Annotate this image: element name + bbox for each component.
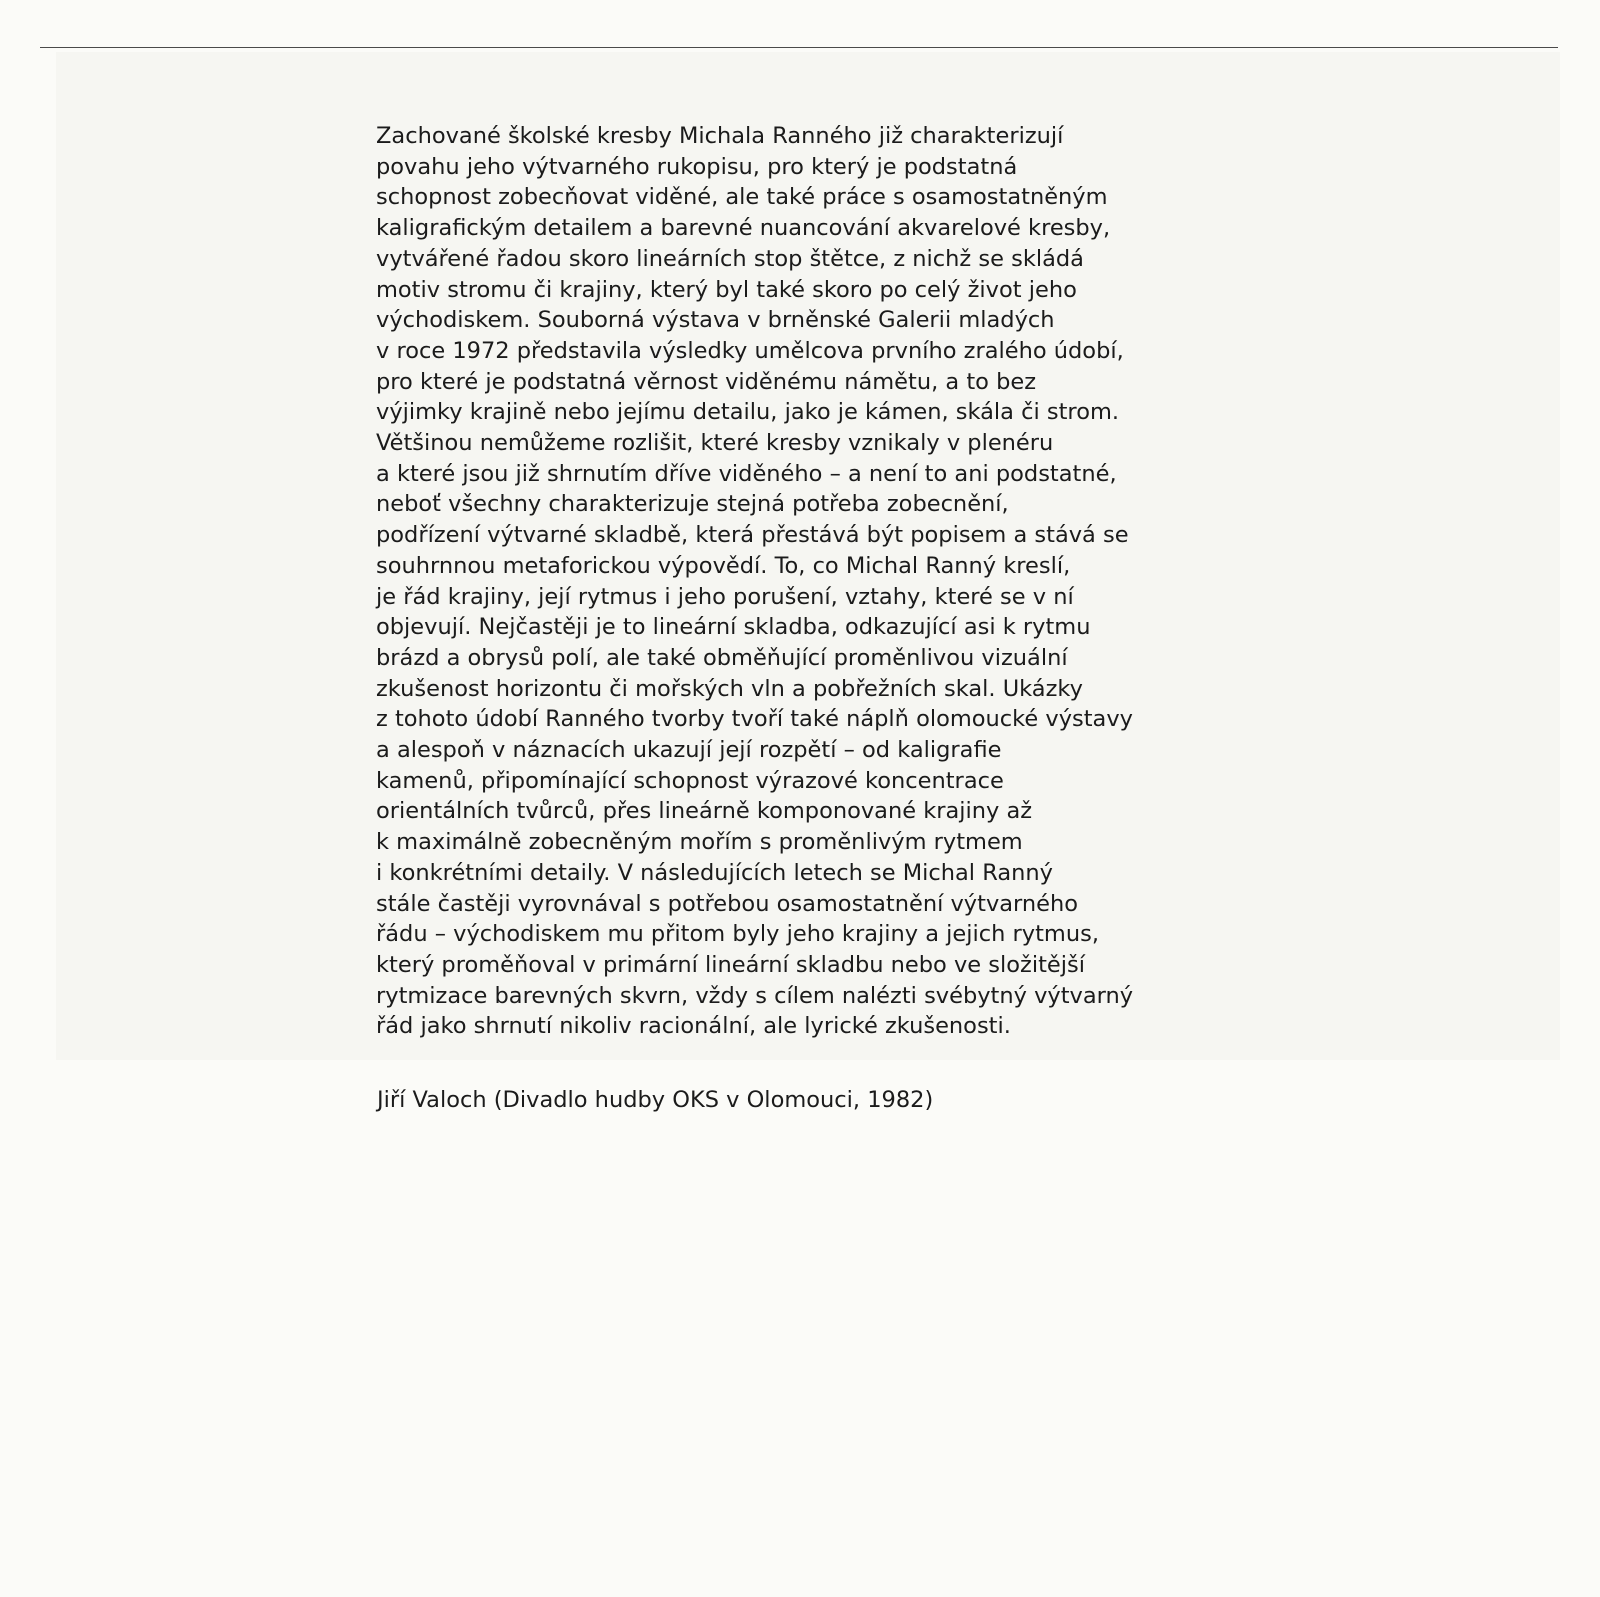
text-line: brázd a obrysů polí, ale také obměňující proměnlivou vizuální	[376, 644, 1068, 671]
text-line: podřízení výtvarné skladbě, která přestává být popisem a stává se	[376, 522, 1129, 549]
text-line: neboť všechny charakterizuje stejná potřeba zobecnění,	[376, 491, 1009, 518]
text-line: kamenů, připomínající schopnost výrazové koncentrace	[376, 767, 1004, 794]
text-line: řád jako shrnutí nikoliv racionální, ale lyrické zkušenosti.	[376, 1013, 1011, 1040]
text-line: řádu – východiskem mu přitom byly jeho krajiny a jejich rytmus,	[376, 921, 1099, 948]
text-line: souhrnnou metaforickou výpovědí. To, co Michal Ranný kreslí,	[376, 552, 1071, 579]
text-line: pro které je podstatná věrnost viděnému námětu, a to bez	[376, 368, 1037, 395]
text-line: vytvářené řadou skoro lineárních stop štětce, z nichž se skládá	[376, 245, 1084, 272]
text-line: orientálních tvůrců, přes lineárně komponované krajiny až	[376, 798, 1033, 825]
text-line: a které jsou již shrnutím dříve viděného – a není to ani podstatné,	[376, 460, 1117, 487]
text-line: Většinou nemůžeme rozlišit, které kresby vznikaly v plenéru	[376, 430, 1054, 457]
text-line: výjimky krajině nebo jejímu detailu, jako je kámen, skála či strom.	[376, 399, 1120, 426]
text-line: schopnost zobecňovat viděné, ale také práce s osamostatněným	[376, 184, 1108, 211]
text-line: k maximálně zobecněným mořím s proměnlivým rytmem	[376, 829, 1023, 856]
text-line: Zachované školské kresby Michala Ranného již charakterizují	[376, 123, 1064, 149]
text-line: rytmizace barevných skvrn, vždy s cílem nalézti svébytný výtvarný	[376, 982, 1134, 1009]
text-line: a alespoň v náznacích ukazují její rozpětí – od kaligrafie	[376, 737, 1002, 764]
text-line: objevují. Nejčastěji je to lineární skladba, odkazující asi k rytmu	[376, 614, 1091, 641]
top-rule	[40, 47, 1558, 48]
text-line: i konkrétními detaily. V následujících letech se Michal Ranný	[376, 859, 1053, 886]
text-line: stále častěji vyrovnával s potřebou osamostatnění výtvarného	[376, 890, 1079, 917]
text-line: povahu jeho výtvarného rukopisu, pro který je podstatná	[376, 153, 1018, 180]
author-signature: Jiří Valoch (Divadlo hudby OKS v Olomouci, 1982)	[377, 1087, 934, 1113]
text-line: východiskem. Souborná výstava v brněnské Galerii mladých	[376, 307, 1055, 334]
article-body	[376, 121, 1276, 1042]
text-line: který proměňoval v primární lineární skladbu nebo ve složitější	[376, 951, 1085, 978]
text-line: z tohoto údobí Ranného tvorby tvoří také náplň olomoucké výstavy	[376, 706, 1133, 733]
text-line: je řád krajiny, její rytmus i jeho porušení, vztahy, které se v ní	[376, 583, 1074, 610]
text-line: motiv stromu či krajiny, který byl také skoro po celý život jeho	[376, 276, 1077, 303]
text-line: kaligrafickým detailem a barevné nuancování akvarelové kresby,	[376, 215, 1111, 242]
text-line: v roce 1972 představila výsledky umělcova prvního zralého údobí,	[376, 337, 1124, 364]
text-line: zkušenost horizontu či mořských vln a pobřežních skal. Ukázky	[376, 675, 1083, 702]
